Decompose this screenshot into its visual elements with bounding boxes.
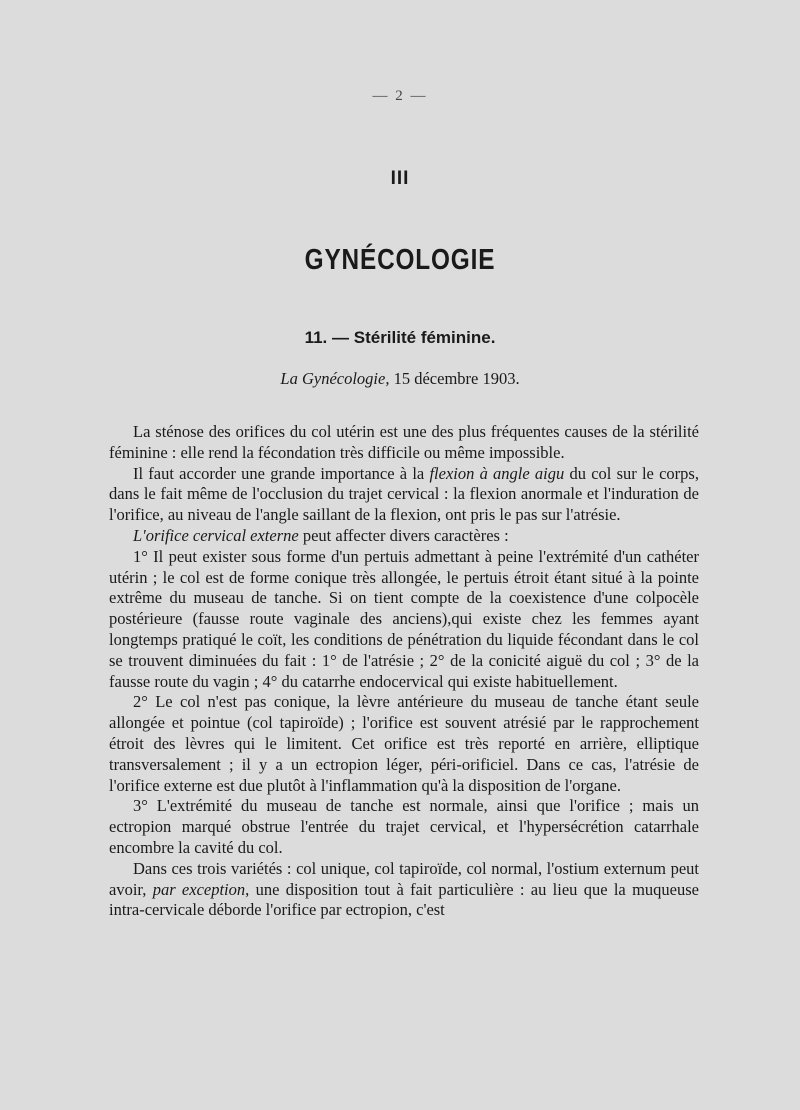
chapter-title: GYNÉCOLOGIE (304, 244, 496, 276)
source-citation (0, 369, 800, 389)
section-heading (0, 328, 800, 348)
paragraph-7 (109, 859, 699, 921)
paragraph-6: 3° L'extrémité du museau de tanche est normale, ainsi que l'orifice ; mais un ectropion marqué obstrue l'entrée du trajet cervical, et l'hypersécrétion catarrhale encombre la cavité du col. (109, 796, 699, 857)
source-journal: La Gynécologie, (280, 369, 390, 388)
paragraph-4: 1° Il peut exister sous forme d'un pertuis admettant à peine l'extrémité d'un cathéter utérin ; le col est de forme conique très allongée, le pertuis étroit étant situé à la pointe extrême du museau de tanche. Si on tient compte de la coexistence d'une colpocèle postérieure (fausse route vaginale des anciens),qui existe chez les femmes ayant longtemps pratiqué le coït, les conditions de pénétration du liquide fécondant dans le col se trouvent diminuées du fait : 1° de l'atrésie ; 2° de la conicité aiguë du col ; 3° de la fausse route du vagin ; 4° du catarrhe endocervical qui existe habituellement. (109, 546, 699, 691)
paragraph-7-text-b: , une disposition tout à fait particulière : au lieu que la muqueuse intra-cervicale déborde l'orifice par ectropion, c'est (109, 879, 699, 920)
section-number: 11. (304, 328, 328, 347)
paragraph-2-text-a: Il faut accorder une grande importance à la (133, 463, 430, 483)
section-title-text: Stérilité féminine. (353, 328, 496, 347)
paragraph-3-emphasis: L'orifice cervical externe (133, 525, 299, 545)
paragraph-5: 2° Le col n'est pas conique, la lèvre antérieure du museau de tanche étant seule allongée et pointue (col tapiroïde) ; l'orifice est souvent atrésié par le rapprochement étroit des lèvres qui le limitent. Cet orifice est très reporté en arrière, elliptique transversalement ; il y a un ectropion léger, péri-orificiel. Dans ce cas, l'atrésie de l'orifice externe est due plutôt à l'inflammation qu'à la disposition de l'organe. (109, 692, 699, 795)
paragraph-2-text-b: du col sur le corps, dans le fait même de l'occlusion du trajet cervical : la flexion anormale et l'induration de l'orifice, au niveau de l'angle saillant de la flexion, ont pris le pas sur l'atrésie. (109, 463, 699, 525)
paragraph-7-text-a: Dans ces trois variétés : col unique, col tapiroïde, col normal, l'ostium externum peut avoir, (109, 858, 699, 899)
paragraph-2 (109, 464, 699, 526)
paragraph-1: La sténose des orifices du col utérin est une des plus fréquentes causes de la stérilité féminine : elle rend la fécondation très difficile ou même impossible. (109, 422, 699, 462)
paragraph-3 (109, 526, 699, 547)
paragraph-3-text: peut affecter divers caractères : (298, 525, 509, 545)
page-folio: — 2 — (372, 88, 428, 104)
source-date: 15 décembre 1903. (393, 369, 520, 388)
article-body (109, 422, 699, 921)
section-dash: — (332, 328, 349, 347)
paragraph-7-emphasis: par exception (152, 879, 246, 899)
part-number: III (390, 168, 410, 189)
paragraph-2-emphasis: flexion à angle aigu (429, 463, 565, 483)
